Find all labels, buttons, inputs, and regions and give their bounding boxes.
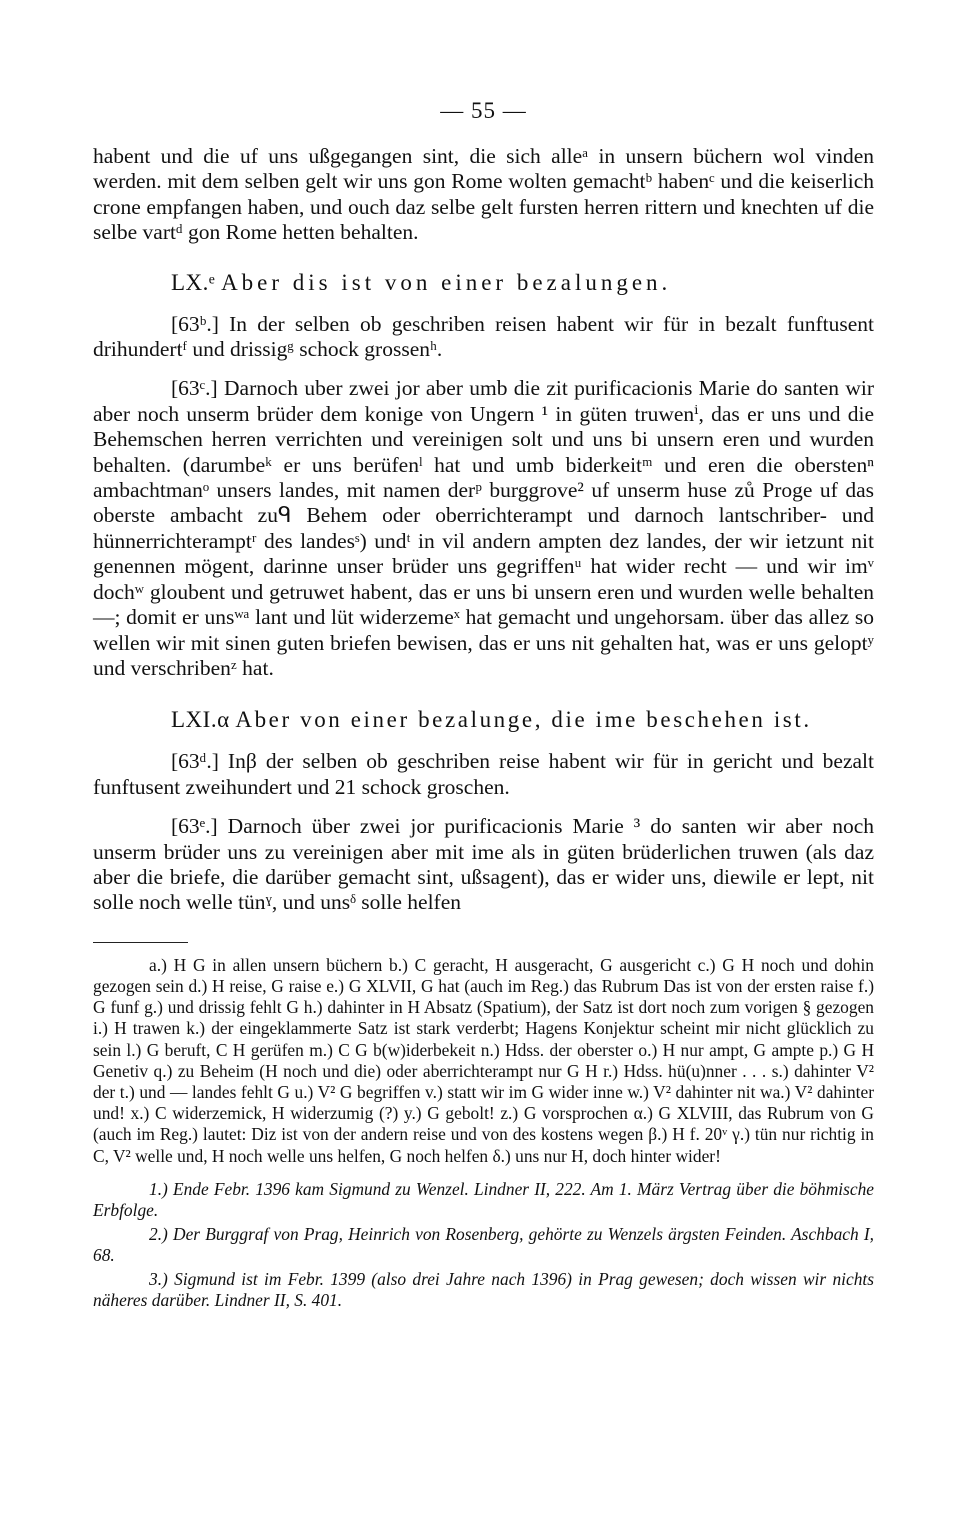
section-number-lxi: LXI.α xyxy=(171,707,230,733)
section-heading-lxi xyxy=(93,705,874,735)
section-title-lxi: Aber von einer bezalunge, die ime beschehen ist. xyxy=(235,707,812,733)
paragraph-63e: [63ᵉ.] Darnoch über zwei jor purificacionis Marie ³ do santen wir aber noch unserm brüder uns zu vereinigen aber mit ime als in güten brüderlichen truwen (als daz aber die briefe, die darüber gemacht sint, ußsagent), das er wider uns, diewile er lept, nit solle noch welle tünˠ, und unsᵟ solle helfen xyxy=(93,814,874,915)
section-number-lx: LX.ᵉ xyxy=(171,269,216,295)
commentary-notes xyxy=(93,1179,874,1312)
section-title-lx: Aber dis ist von einer bezalungen. xyxy=(221,269,672,295)
variant-notes-text: a.) H G in allen unsern büchern b.) C geracht, H ausgeracht, G ausgericht c.) G H noch und dohin gezogen sein d.) H reise, G raise e.) G XLVII, G hat (auch im Reg.) das Rubrum Das ist von der ersten raise f.) G funf g.) und drissig fehlt G h.) dahinter in H Absatz (Spatium), der Satz ist dort noch zum vorigen § gezogen i.) H trawen k.) der eingeklammerte Satz ist stark verderbt; Hagens Konjektur scheint mir nicht glücklich zu sein l.) G beruft, C H gerüfen m.) C G b(w)iderbekeit n.) Hdss. der oberster o.) H nur ampt, G ampte p.) G H Genetiv q.) zu Beheim (H noch und die) oder aberrichterampt nur G H r.) Hdss. hü(u)nner . . . s.) dahinter V² der t.) und — landes fehlt G u.) V² G begriffen v.) statt wir im G wider inne w.) V² dahinter nit wa.) V² dahinter und! x.) C widerzemick, H widerzumig (?) y.) G gebolt! z.) G vorsprochen α.) G XLVIII, das Rubrum von G (auch im Reg.) lautet: Diz ist von der andern reise und von des kostens wegen β.) H f. 20ᵛ γ.) tün nur richtig in C, V² welle und, H noch welle uns helfen, G noch helfen δ.) uns nur H, doch hinter wider! xyxy=(93,954,874,1166)
variant-notes xyxy=(93,955,874,1167)
commentary-note-3: 3.) Sigmund ist im Febr. 1399 (also drei Jahre nach 1396) in Prag gewesen; doch wissen wir nichts näheres darüber. Lindner II, S. 401. xyxy=(93,1268,874,1311)
main-text xyxy=(93,144,874,916)
page-number: — 55 — xyxy=(440,98,527,123)
paragraph-63c: [63ᶜ.] Darnoch uber zwei jor aber umb die zit purificacionis Marie do santen wir aber noch unserm brüder dem konige von Ungern ¹ in güten truwenⁱ, das er uns und die Behemschen herren verrichten und vereinigen solt und uns bi unsern eren und wurden behalten. (darumbeᵏ er uns berüfenˡ hat und umb biderkeitᵐ und eren die oberstenⁿ ambachtmanᵒ unsers landes, mit namen derᵖ burggrove² uf unserm huse zů Proge uf das oberste ambacht zuᑫ Behem oder oberrichterampt und darnoch lantschriber- und hünnerrichteramptʳ des landesˢ) undᵗ in vil andern ampten dez landes, der wir ietzunt nit genennen mögent, darinne unser brüder uns gegriffenᵘ hat wider recht — und wir imᵛ dochʷ gloubent und getruwet habent, das er uns bi unsern eren und wurden welle behalten —; domit er unsʷᵃ lant und lüt widerzemeˣ hat gemacht und ungehorsam. über das allez so wellen wir mit sinen guten briefen bewisen, das er uns nit gehalten hat, was er uns geloptʸ und verschribenᶻ hat. xyxy=(93,376,874,680)
section-heading-lx xyxy=(93,268,874,298)
footnote-rule xyxy=(93,942,188,943)
commentary-note-1: 1.) Ende Febr. 1396 kam Sigmund zu Wenzel. Lindner II, 222. Am 1. März Vertrag über die böhmische Erbfolge. xyxy=(93,1178,874,1221)
paragraph-63b: [63ᵇ.] In der selben ob geschriben reisen habent wir für in bezalt funftusent drihundertᶠ und drissigᵍ schock grossenʰ. xyxy=(93,311,874,362)
commentary-note-2: 2.) Der Burggraf von Prag, Heinrich von Rosenberg, gehörte zu Wenzels ärgsten Feinden. Aschbach I, 68. xyxy=(93,1223,874,1266)
paragraph-63d: [63ᵈ.] Inβ der selben ob geschriben reise habent wir für in gericht und bezalt funftusent zweihundert und 21 schock groschen. xyxy=(93,749,874,799)
paragraph-intro: habent und die uf uns ußgegangen sint, die sich alleᵃ in unsern büchern wol vinden werden. mit dem selben gelt wir uns gon Rome wolten gemachtᵇ habenᶜ und die keiserlich crone empfangen haben, und ouch daz selbe gelt fursten herren rittern und knechten uf die selbe vartᵈ gon Rome hetten behalten. xyxy=(93,144,874,245)
